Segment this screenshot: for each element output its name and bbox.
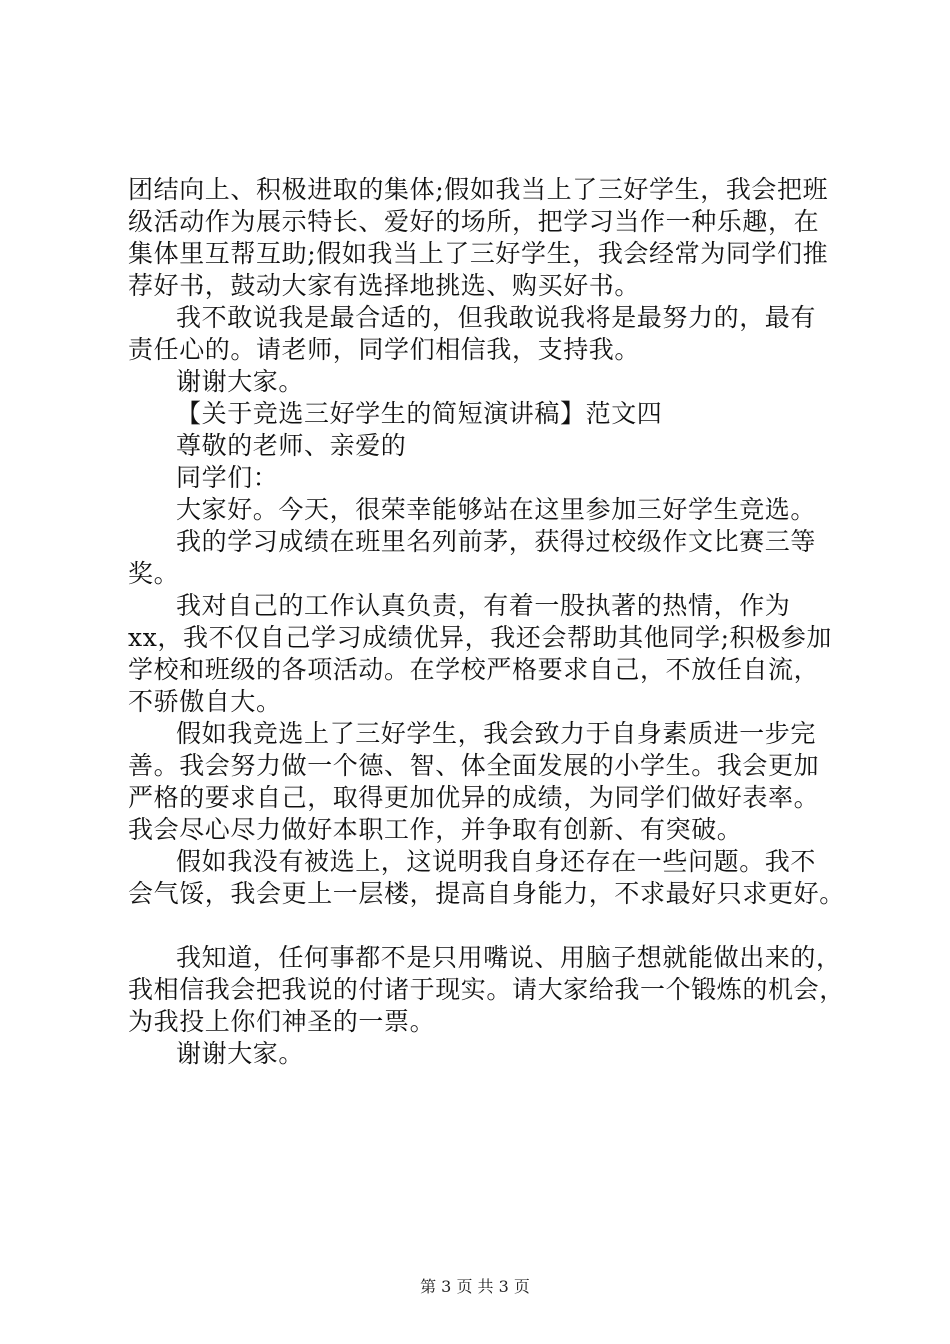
paragraph-line: 集体里互帮互助;假如我当上了三好学生，我会经常为同学们推 [128,239,829,268]
paragraph-line: 我知道，任何事都不是只用嘴说、用脑子想就能做出来的， [176,943,842,972]
paragraph-line: 我不敢说我是最合适的，但我敢说我将是最努力的，最有 [176,303,817,332]
salutation-line: 尊敬的老师、亲爱的 [176,431,407,460]
paragraph-line: 我对自己的工作认真负责，有着一股执著的热情，作为 [176,591,791,620]
salutation-line: 同学们： [176,463,279,492]
paragraph-line: 责任心的。请老师，同学们相信我，支持我。 [128,335,641,364]
paragraph-line: 荐好书，鼓动大家有选择地挑选、购买好书。 [128,271,641,300]
paragraph-line: 善。我会努力做一个德、智、体全面发展的小学生。我会更加 [128,751,820,780]
paragraph-line: 会气馁，我会更上一层楼，提高自身能力，不求最好只求更好。 [128,879,845,908]
paragraph-line: 奖。 [128,559,180,588]
closing-line: 谢谢大家。 [176,367,305,396]
paragraph-line: 严格的要求自己，取得更加优异的成绩，为同学们做好表率。 [128,783,820,812]
paragraph-line: 我相信我会把我说的付诸于现实。请大家给我一个锻炼的机会， [128,975,845,1004]
paragraph-line: 团结向上、积极进取的集体;假如我当上了三好学生，我会把班 [128,175,829,204]
paragraph-line: 假如我竞选上了三好学生，我会致力于自身素质进一步完 [176,719,817,748]
greeting-line: 大家好。今天，很荣幸能够站在这里参加三好学生竞选。 [176,495,817,524]
paragraph-line: xx，我不仅自己学习成绩优异，我还会帮助其他同学;积极参加 [128,623,833,652]
section-heading: 【关于竞选三好学生的简短演讲稿】范文四 [176,399,663,428]
paragraph-line: 我的学习成绩在班里名列前茅，获得过校级作文比赛三等 [176,527,817,556]
paragraph-line: 为我投上你们神圣的一票。 [128,1007,436,1036]
paragraph-line: 我会尽心尽力做好本职工作，并争取有创新、有突破。 [128,815,743,844]
paragraph-line: 不骄傲自大。 [128,687,282,716]
paragraph-line: 级活动作为展示特长、爱好的场所，把学习当作一种乐趣，在 [128,207,820,236]
paragraph-line: 学校和班级的各项活动。在学校严格要求自己，不放任自流， [128,655,820,684]
page-number-footer: 第 3 页 共 3 页 [420,1277,530,1296]
closing-line: 谢谢大家。 [176,1039,305,1068]
paragraph-line: 假如我没有被选上，这说明我自身还存在一些问题。我不 [176,847,817,876]
